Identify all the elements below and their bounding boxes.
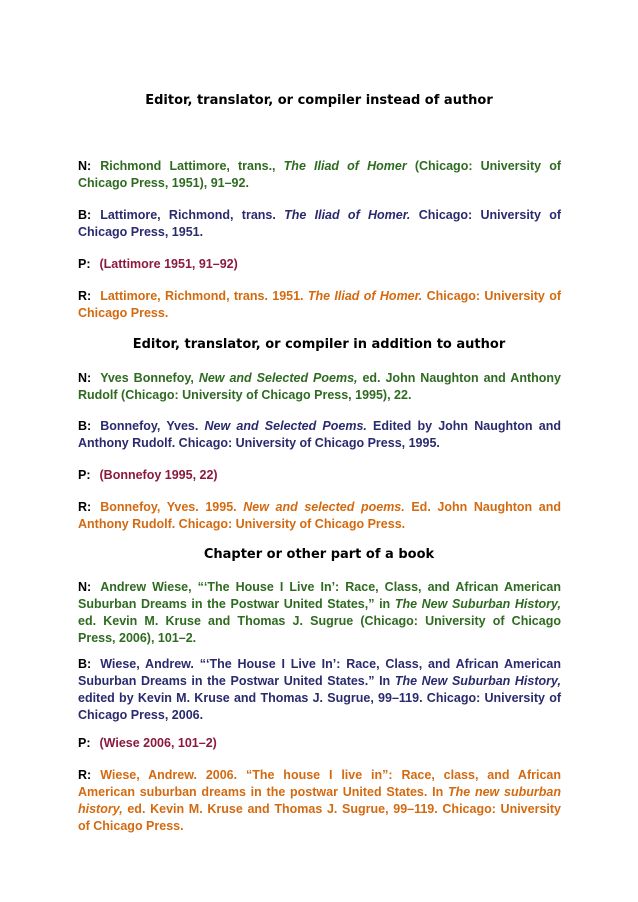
reference-entry [78,288,561,322]
entry-label: B: [78,657,92,671]
entry-text: ed. John Naughton and Anthony Rudolf (Chicago: University of Chicago Press, 1995), 22. [78,371,561,402]
entry-label: P: [78,468,91,482]
entry-label: P: [78,736,91,750]
section-heading-editor-instead: Editor, translator, or compiler instead of author [145,93,493,108]
notes-entry [78,370,561,404]
entry-label: B: [78,419,92,433]
entry-label: P: [78,257,91,271]
bibliography-entry [78,207,561,241]
bibliography-entry [78,418,561,452]
entry-text: Andrew Wiese, “‘The House I Live In’: Race, Class, and African American Suburban Dreams in the Postwar United States,” in [78,580,561,611]
entry-title: The Iliad of Homer. [307,289,423,303]
entry-text: (Lattimore 1951, 91–92) [99,257,238,271]
entry-title: The Iliad of Homer [283,159,407,173]
entry-text: ed. Kevin M. Kruse and Thomas J. Sugrue, 99–119. Chicago: University of Chicago Press. [78,802,561,833]
entry-label: N: [78,371,92,385]
entry-text: Edited by John Naughton and Anthony Rudolf. Chicago: University of Chicago Press, 1995. [78,419,561,450]
bibliography-entry [78,656,561,724]
entry-text: Yves Bonnefoy, [100,371,199,385]
entry-text: (Wiese 2006, 101–2) [99,736,217,750]
notes-entry [78,158,561,192]
reference-entry [78,767,561,835]
parenthetical-entry [78,256,561,273]
parenthetical-entry [78,735,561,752]
entry-title: New and Selected Poems. [204,419,367,433]
parenthetical-entry [78,467,561,484]
entry-label: N: [78,580,92,594]
entry-text: (Bonnefoy 1995, 22) [99,468,218,482]
entry-text: Chicago: University of Chicago Press. [78,289,561,320]
notes-entry [78,579,561,647]
entry-label: R: [78,500,92,514]
entry-label: R: [78,289,92,303]
section-heading-editor-addition: Editor, translator, or compiler in addition to author [132,337,506,352]
entry-text: Chicago: University of Chicago Press, 1951. [78,208,561,239]
entry-title: New and selected poems. [243,500,405,514]
entry-title: The new suburban history, [78,785,561,816]
entry-label: B: [78,208,92,222]
entry-text: Ed. John Naughton and Anthony Rudolf. Chicago: University of Chicago Press. [78,500,561,531]
entry-label: R: [78,768,92,782]
entry-text: (Chicago: University of Chicago Press, 1951), 91–92. [78,159,562,190]
entry-text: Wiese, Andrew. “‘The House I Live In’: Race, Class, and African American Suburban Dreams in the Postwar United States.” In [78,657,561,688]
entry-text: Lattimore, Richmond, trans. [100,208,285,222]
entry-title: The New Suburban History, [394,597,561,611]
entry-text: Bonnefoy, Yves. [100,419,205,433]
entry-title: The New Suburban History, [394,674,561,688]
entry-text: Lattimore, Richmond, trans. 1951. [100,289,308,303]
entry-text: ed. Kevin M. Kruse and Thomas J. Sugrue (Chicago: University of Chicago Press, 2006), 101–2. [78,614,561,645]
section-heading-chapter: Chapter or other part of a book [203,547,435,562]
entry-title: The Iliad of Homer. [284,208,411,222]
entry-label: N: [78,159,92,173]
entry-title: New and Selected Poems, [198,371,358,385]
reference-entry [78,499,561,533]
entry-text: edited by Kevin M. Kruse and Thomas J. Sugrue, 99–119. Chicago: University of Chicago Press, 2006. [78,691,561,722]
entry-text: Wiese, Andrew. 2006. “The house I live in”: Race, class, and African American suburban dreams in the postwar United States. In [78,768,561,799]
entry-text: Richmond Lattimore, trans., [100,159,284,173]
entry-text: Bonnefoy, Yves. 1995. [100,500,244,514]
